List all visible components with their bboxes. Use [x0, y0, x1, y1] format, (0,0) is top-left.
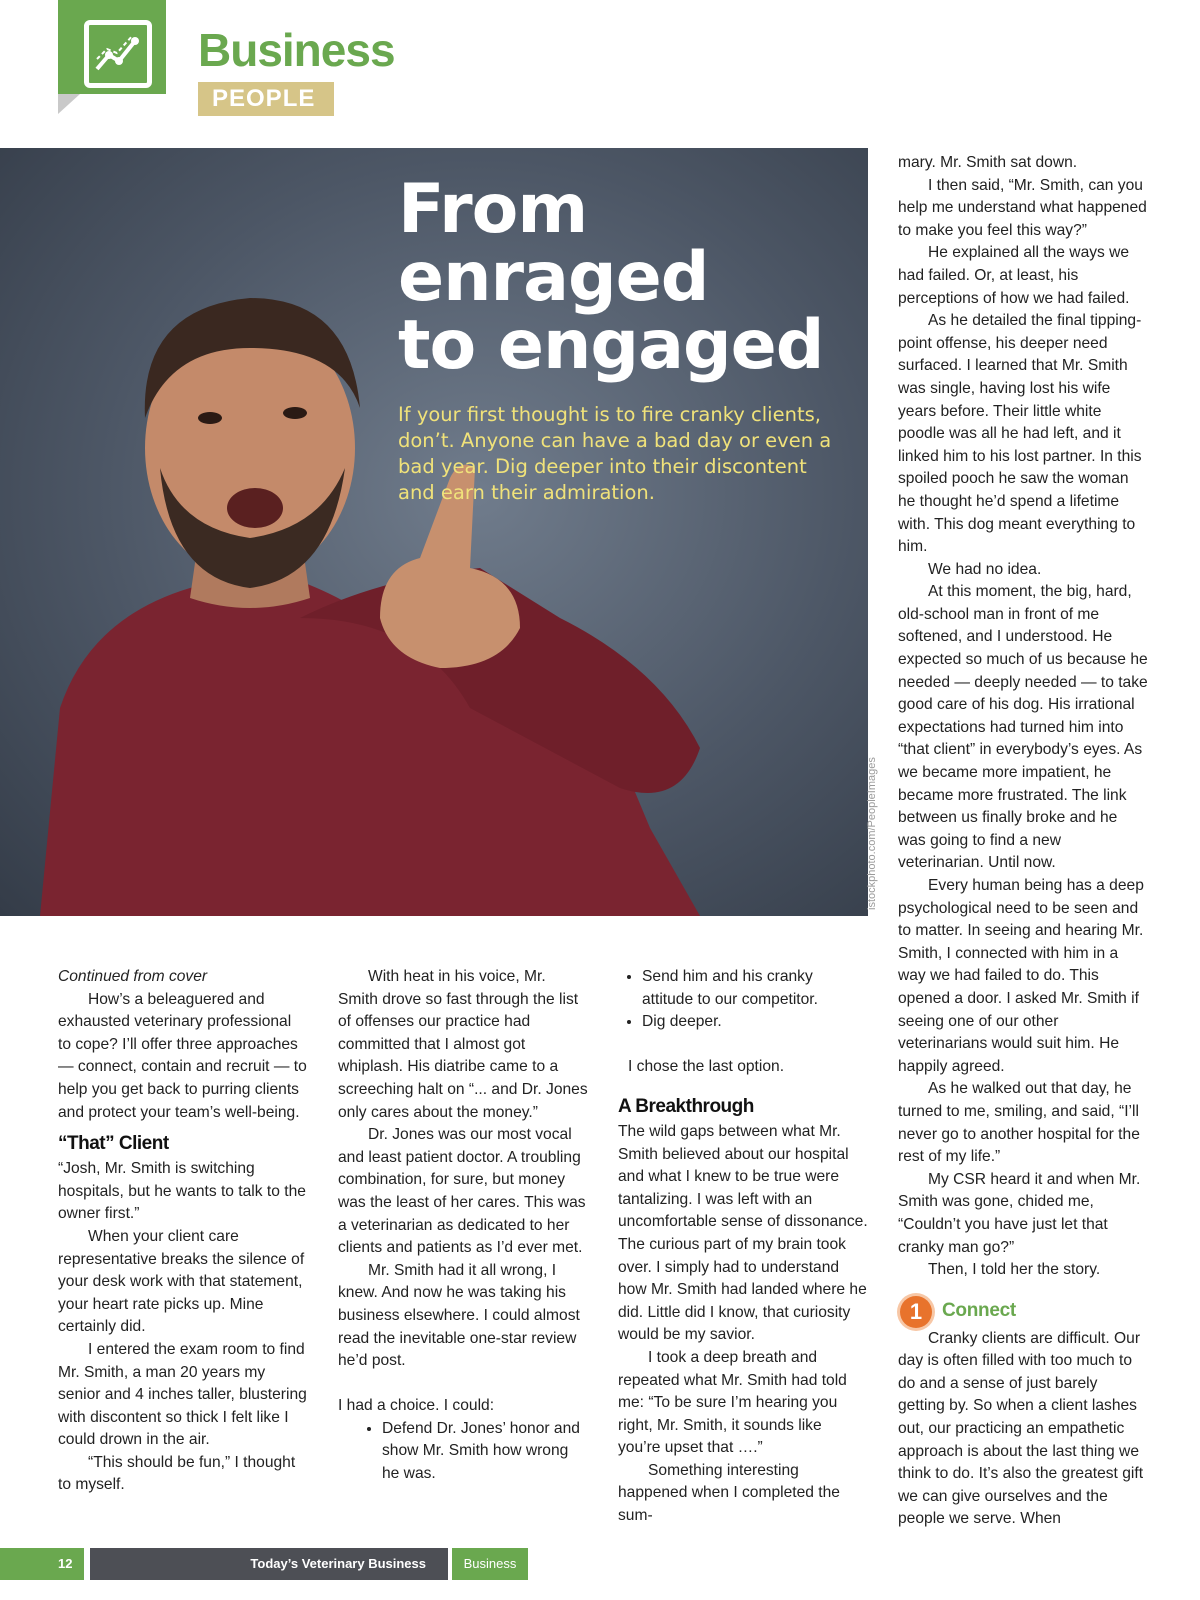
- connect-label: Connect: [942, 1300, 1016, 1322]
- options-list-continued: [618, 966, 868, 1034]
- paragraph: As he detailed the final tipping-point offense, his deeper need surfaced. I learned that Mr. Smith was single, having lost his wife years before. Their little white poodle was all he had left, and it linked him to his lost partner. In this spoiled pooch he saw the woman he thought he’d spend a lifetime with. This dog meant everything to him.: [898, 312, 1142, 556]
- body-column-1: [58, 966, 308, 1497]
- paragraph: With heat in his voice, Mr. Smith drove so fast through the list of offenses our practice had committed that I almost got whiplash. His diatribe came to a screeching halt on “... and Dr. Jones only cares about the money.”: [338, 968, 588, 1121]
- section-subtitle: PEOPLE: [198, 82, 334, 116]
- paragraph: Every human being has a deep psychological need to be seen and to matter. In seeing and hearing Mr. Smith, I connected with him in a way we had failed to do. This opened a door. I asked Mr. Smith if seeing one of our other veterinarians would suit him. He happily agreed.: [898, 877, 1144, 1075]
- paragraph: “Josh, Mr. Smith is switching hospitals, but he wants to talk to the owner first.”: [58, 1160, 306, 1223]
- article-deck: If your first thought is to fire cranky clients, don’t. Anyone can have a bad day or even a bad year. Dig deeper into their discontent and earn their admiration.: [398, 403, 832, 504]
- list-item: • Defend Dr. Jones’ honor and show Mr. Smith how wrong he was.: [382, 1418, 588, 1486]
- paragraph: I had a choice. I could:: [338, 1397, 495, 1415]
- list-item: • Send him and his cranky attitude to our competitor.: [642, 966, 868, 1011]
- step-number-badge: 1: [900, 1296, 932, 1328]
- paragraph: I took a deep breath and repeated what Mr. Smith had told me: “To be sure I’m hearing you right, Mr. Smith, it sounds like you’re upset that ….”: [618, 1348, 847, 1457]
- body-column-3: [618, 966, 868, 1528]
- continued-note: Continued from cover: [58, 968, 208, 985]
- logo-fold-decoration: [58, 94, 80, 114]
- paragraph: I chose the last option.: [628, 1058, 785, 1076]
- paragraph: Then, I told her the story.: [928, 1261, 1101, 1279]
- section-title: Business: [198, 24, 395, 76]
- photo-credit: istockphoto.com/PeopleImages: [866, 757, 878, 910]
- paragraph: I entered the exam room to find Mr. Smith, a man 20 years my senior and 4 inches taller, blustering with discontent so thick I felt like I could drown in the air.: [58, 1340, 307, 1449]
- options-list: [338, 1418, 588, 1486]
- paragraph: The wild gaps between what Mr. Smith believed about our hospital and what I knew to be true were tantalizing. I was left with an uncomfortable sense of dissonance. The curious part of my brain took over. I simply had to understand how Mr. Smith had landed where he did. Little did I know, that curiosity would be my savior.: [618, 1122, 868, 1344]
- body-column-2: [338, 966, 588, 1486]
- paragraph: Something interesting happened when I completed the sum-: [618, 1461, 840, 1525]
- footer-section-name: Business: [463, 1556, 517, 1571]
- subhead-that-client: “That” Client: [58, 1133, 169, 1155]
- page-number: 12: [58, 1556, 73, 1571]
- article-headline: [398, 170, 858, 385]
- paragraph: Mr. Smith had it all wrong, I knew. And now he was taking his business elsewhere. I could almost read the inevitable one-star review he’d post.: [338, 1261, 580, 1370]
- spacer: [618, 1034, 868, 1057]
- headline-line: enraged: [398, 238, 709, 317]
- hero-image: [0, 148, 868, 916]
- paragraph: How’s a beleaguered and exhausted veterinary professional to cope? I’ll offer three approaches — connect, contain and recruit — to help you get back to purring clients and protect your team’s well-being.: [58, 990, 307, 1121]
- headline-line: From: [398, 170, 588, 249]
- magazine-name: Today’s Veterinary Business: [250, 1556, 426, 1571]
- subhead-connect: [898, 1296, 1148, 1328]
- list-item: • Dig deeper.: [642, 1011, 868, 1034]
- paragraph: When your client care representative breaks the silence of your desk work with that statement, your heart rate picks up. Mine certainly did.: [58, 1227, 305, 1336]
- paragraph: Dr. Jones was our most vocal and least patient doctor. A troubling combination, for sure, but money was the least of her cares. This was a veterinarian as dedicated to her clients and patients as I’d ever met.: [338, 1126, 586, 1257]
- paragraph: “This should be fun,” I thought to myself.: [58, 1453, 296, 1494]
- subhead-breakthrough: A Breakthrough: [618, 1095, 754, 1117]
- paragraph: As he walked out that day, he turned to me, smiling, and said, “I’ll never go to another hospital for the rest of my life.”: [898, 1080, 1140, 1166]
- paragraph: mary. Mr. Smith sat down.: [898, 154, 1078, 171]
- paragraph: He explained all the ways we had failed. Or, at least, his perceptions of how we had failed.: [898, 244, 1130, 307]
- paragraph: At this moment, the big, hard, old-school man in front of me softened, and I understood. He expected so much of us because he needed — deeply needed — to take good care of his dog. His irrational expectations had turned him into “that client” in everybody’s eyes. As we became more impatient, he became more frustrated. The link between us finally broke and he was going to find a new veterinarian. Until now.: [898, 583, 1148, 872]
- paragraph: We had no idea.: [928, 560, 1042, 578]
- paragraph: My CSR heard it and when Mr. Smith was gone, chided me, “Couldn’t you have just let that cranky man go?”: [898, 1170, 1141, 1256]
- headline-line: to engaged: [398, 306, 824, 385]
- spacer: [338, 1373, 588, 1396]
- paragraph: I then said, “Mr. Smith, can you help me understand what happened to make you feel this way?”: [898, 176, 1147, 239]
- trend-chart-icon: [84, 20, 152, 88]
- section-logo: [58, 0, 166, 94]
- paragraph: Cranky clients are difficult. Our day is often filled with too much to do and a sense of just barely getting by. So when a client lashes out, our practicing an empathetic approach is about the last thing we think to do. It’s also the greatest gift we can give ourselves and the people we serve. When: [898, 1329, 1144, 1528]
- body-column-4: [898, 152, 1148, 1531]
